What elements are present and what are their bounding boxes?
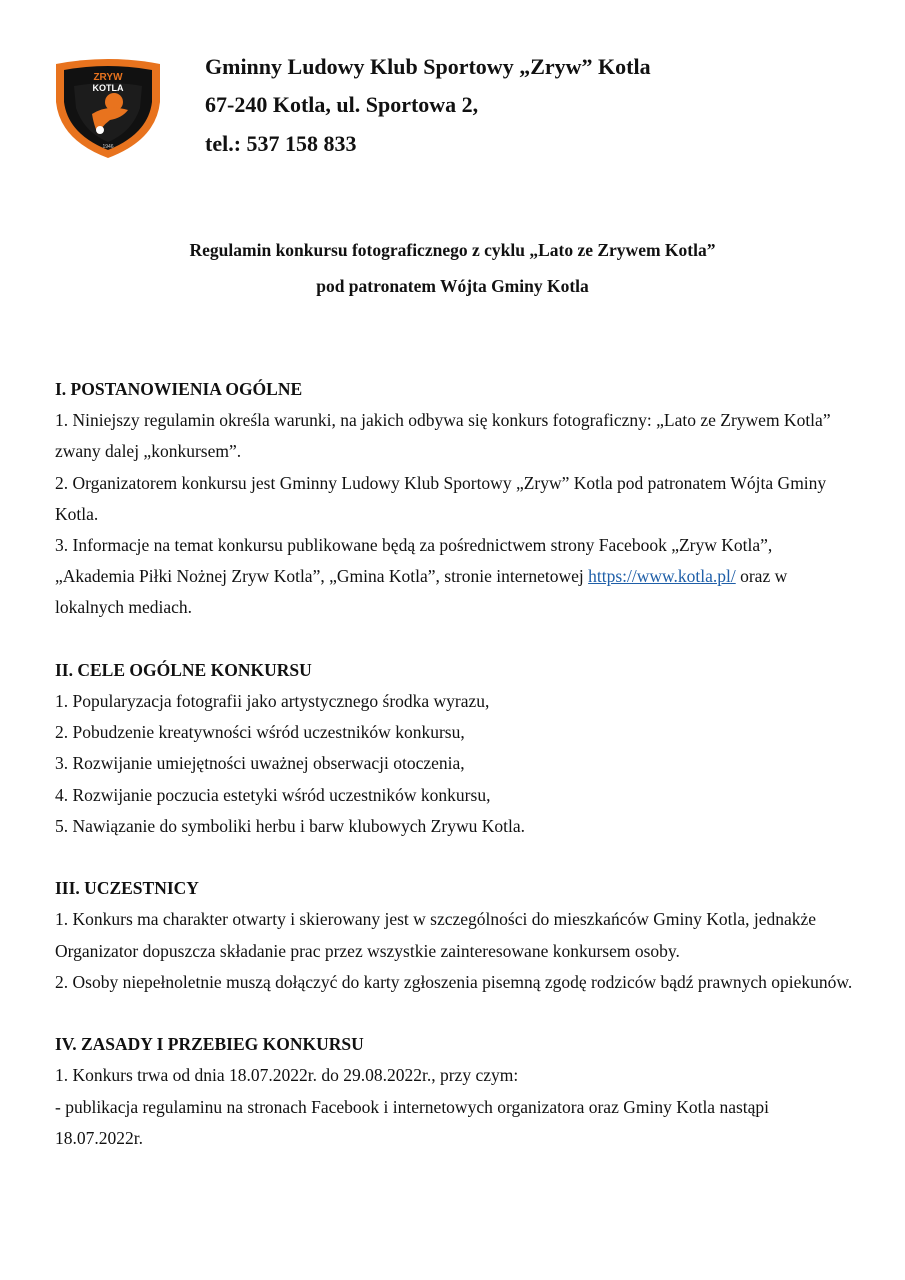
document-title: Regulamin konkursu fotograficznego z cyklu „Lato ze Zrywem Kotla” — [189, 240, 716, 260]
paragraph — [55, 530, 855, 624]
paragraph: 1. Konkurs trwa od dnia 18.07.2022r. do 29.08.2022r., przy czym: — [55, 1065, 519, 1086]
paragraph: - publikacja regulaminu na stronach Facebook i internetowych organizatora oraz Gminy Kotla nastąpi 18.07.2022r. — [55, 1096, 770, 1148]
logo-year: 1946 — [102, 144, 114, 150]
section-heading: III. UCZESTNICY — [55, 878, 199, 899]
section-participants — [55, 873, 855, 998]
paragraph-text: oraz w lokalnych mediach. — [55, 566, 788, 618]
club-address: 67-240 Kotla, ul. Sportowa 2, — [205, 92, 479, 117]
club-name: Gminny Ludowy Klub Sportowy „Zryw” Kotla — [205, 54, 651, 79]
section-heading: II. CELE OGÓLNE KONKURSU — [55, 659, 312, 680]
list-item: 2. Pobudzenie kreatywności wśród uczestników konkursu, — [55, 722, 465, 743]
paragraph: 2. Osoby niepełnoletnie muszą dołączyć do karty zgłoszenia pisemną zgodę rodziców bądź prawnych opiekunów. — [55, 971, 853, 992]
club-logo — [52, 56, 164, 160]
section-rules — [55, 1029, 855, 1154]
club-phone: tel.: 537 158 833 — [205, 131, 357, 156]
paragraph: 1. Niniejszy regulamin określa warunki, na jakich odbywa się konkurs fotograficzny: „Lato ze Zrywem Kotla” zwany dalej „konkursem”. — [55, 410, 831, 462]
list-item: 5. Nawiązanie do symboliki herbu i barw klubowych Zrywu Kotla. — [55, 815, 525, 836]
document-subtitle: pod patronatem Wójta Gminy Kotla — [316, 276, 589, 296]
section-goals — [55, 655, 855, 842]
logo-text-mid: KOTLA — [92, 83, 124, 93]
paragraph: 1. Konkurs ma charakter otwarty i skierowany jest w szczególności do mieszkańców Gminy Kotla, jednakże Organizator dopuszcza składanie prac przez wszystkie zainteresowane konkursem osoby. — [55, 909, 817, 961]
list-item: 4. Rozwijanie poczucia estetyki wśród uczestników konkursu, — [55, 784, 491, 805]
list-item: 3. Rozwijanie umiejętności uważnej obserwacji otoczenia, — [55, 753, 465, 774]
logo-text-top: ZRYW — [93, 72, 123, 83]
paragraph: 2. Organizatorem konkursu jest Gminny Ludowy Klub Sportowy „Zryw” Kotla pod patronatem Wójta Gminy Kotla. — [55, 472, 827, 524]
document-body — [55, 374, 855, 1185]
section-heading: I. POSTANOWIENIA OGÓLNE — [55, 379, 303, 399]
kotla-website-link[interactable]: https://www.kotla.pl/ — [588, 566, 736, 587]
paragraph-text: 3. Informacje na temat konkursu publikowane będą za pośrednictwem strony Facebook „Zryw Kotla”, „Akademia Piłki Nożnej Zryw Kotla”, „Gmina Kotla”, stronie internetowej — [55, 535, 773, 587]
list-item: 1. Popularyzacja fotografii jako artystycznego środka wyrazu, — [55, 691, 490, 712]
section-general-provisions — [55, 374, 855, 624]
section-heading: IV. ZASADY I PRZEBIEG KONKURSU — [55, 1034, 364, 1055]
